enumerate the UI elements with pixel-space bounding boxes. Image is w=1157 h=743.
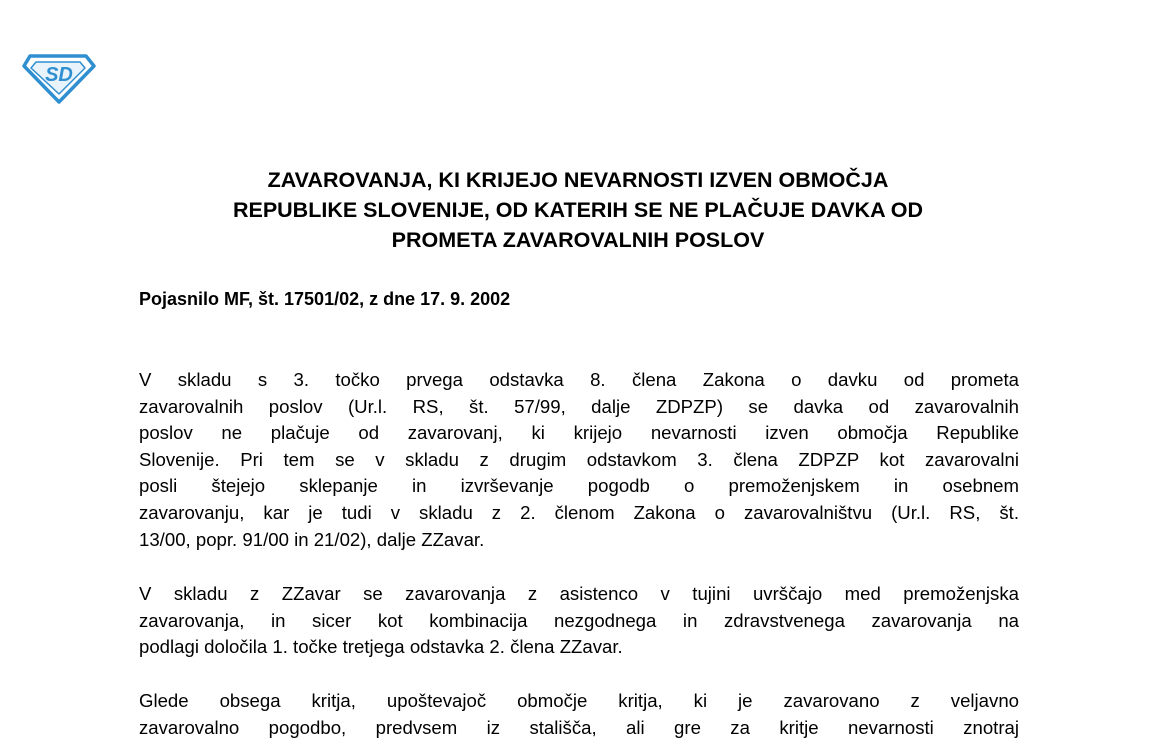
- logo-monogram: SD: [45, 64, 73, 86]
- title-line: ZAVAROVANJA, KI KRIJEJO NEVARNOSTI IZVEN OBMOČJA: [267, 168, 889, 192]
- paragraph: [139, 581, 1019, 661]
- text-line: zavarovalno pogodbo, predvsem iz stališča, ali gre za kritje nevarnosti znotraj: [139, 716, 1019, 738]
- text-line: podlagi določila 1. točke tretjega odstavka 2. člena ZZavar.: [139, 636, 623, 658]
- paragraph: [139, 367, 1019, 553]
- document-title: [120, 165, 1036, 255]
- text-line: poslov ne plačuje od zavarovanj, ki krijejo nevarnosti izven območja Republike: [139, 422, 1019, 444]
- text-line: Glede obsega kritja, upoštevajoč območje kritja, ki je zavarovano z veljavno: [139, 690, 1019, 711]
- text-line: zavarovanja, in sicer kot kombinacija nezgodnega in zdravstvenega zavarovanja na: [139, 609, 1019, 631]
- text-line: zavarovanju, kar je tudi v skladu z 2. členom Zakona o zavarovalništvu (Ur.l. RS, št.: [139, 501, 1019, 523]
- paragraph: [139, 688, 1019, 741]
- text-line: Slovenije. Pri tem se v skladu z drugim odstavkom 3. člena ZDPZP kot zavarovalni: [139, 448, 1019, 470]
- text-line: zavarovalnih poslov (Ur.l. RS, št. 57/99, dalje ZDPZP) se davka od zavarovalnih: [139, 395, 1019, 417]
- title-line: PROMETA ZAVAROVALNIH POSLOV: [391, 228, 765, 252]
- text-line: V skladu s 3. točko prvega odstavka 8. člena Zakona o davku od prometa: [139, 369, 1019, 390]
- text-line: V skladu z ZZavar se zavarovanja z asistenco v tujini uvrščajo med premoženjska: [139, 583, 1019, 604]
- document-reference: Pojasnilo MF, št. 17501/02, z dne 17. 9. 2002: [139, 289, 511, 309]
- title-line: REPUBLIKE SLOVENIJE, OD KATERIH SE NE PLAČUJE DAVKA OD: [232, 198, 924, 222]
- text-line: posli štejejo sklepanje in izvrševanje pogodb o premoženjskem in osebnem: [139, 475, 1019, 497]
- text-line: 13/00, popr. 91/00 in 21/02), dalje ZZavar.: [139, 528, 485, 550]
- company-logo: [22, 50, 96, 104]
